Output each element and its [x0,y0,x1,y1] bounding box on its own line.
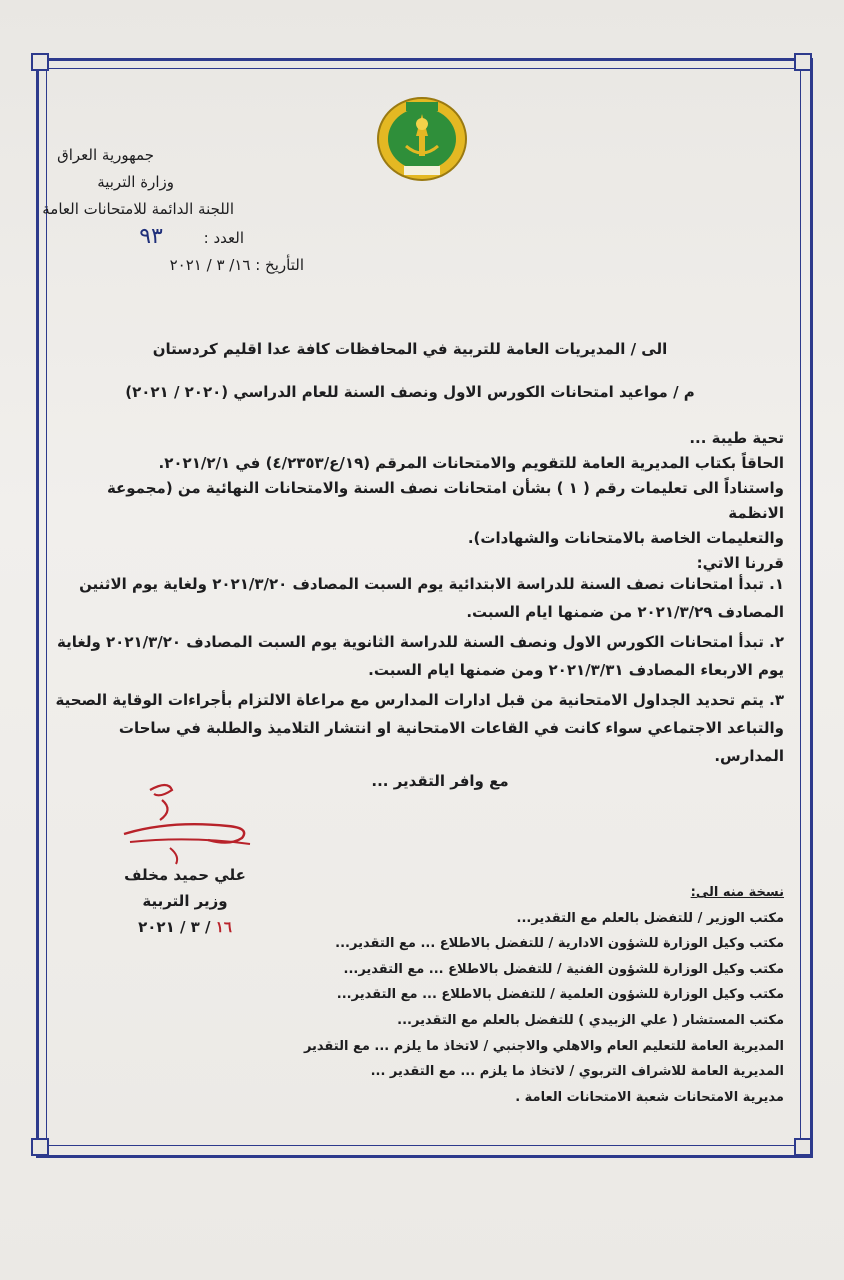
signature-date [110,914,260,940]
committee-name: اللجنة الدائمة للامتحانات العامة [42,200,234,218]
copy-line: مكتب وكيل الوزارة للشؤون الادارية / للتفضل بالاطلاع ... مع التقدير... [335,936,784,952]
subject-line: م / مواعيد امتحانات الكورس الاول ونصف السنة للعام الدراسي (٢٠٢٠ / ٢٠٢١) [125,383,695,401]
number-value: ٩٣ [139,224,163,249]
copy-line: مديرية الامتحانات شعبة الامتحانات العامة . [515,1089,784,1105]
ministry-header [34,142,304,279]
border-corner [794,53,812,71]
copy-line: المديرية العامة للاشراف التربوي / لاتخاذ ما يلزم ... مع التقدير ... [370,1064,784,1080]
copies-title: نسخة منه الى: [690,885,784,900]
signature-date-day: ١٦ [215,918,232,936]
ministry-name: وزارة التربية [97,173,174,191]
date-label: التأريخ : [255,256,304,274]
country-name: جمهورية العراق [57,146,154,164]
signatory-block [110,862,260,940]
document-number [34,223,304,252]
border-corner [794,1138,812,1156]
document-date [34,252,304,279]
closing-line: مع وافر التقدير ... [371,772,509,790]
greeting: تحية طيبة ... [689,429,784,447]
body-line: واستناداً الى تعليمات رقم ( ١ ) بشأن امتحانات نصف السنة والامتحانات النهائية من (مجموعة الانظمة [106,479,784,522]
decision-item: ٢. تبدأ امتحانات الكورس الاول ونصف السنة للدراسة الثانوية يوم السبت المصادف ٢٠٢١/٣/٢٠ ولغاية يوم الاربعاء المصادف ٢٠٢١/٣/٣١ ومن ضمنها ايام السبت. [57,633,784,679]
body-line: الحاقاً بكتاب المديرية العامة للتقويم والامتحانات المرقم (١٩/ع/٤/٢٣٥٣) في ٢٠٢١/٢/١. [158,454,784,472]
copy-line: مكتب وكيل الوزارة للشؤون العلمية / للتفضل بالاطلاع ... مع التقدير... [336,987,784,1003]
number-label: العدد : [203,229,244,247]
date-value: ١٦/ ٣ / ٢٠٢١ [169,256,251,274]
signature-date-rest: / ٣ / ٢٠٢١ [138,918,211,936]
signatory-name: علي حميد مخلف [124,866,246,884]
decision-list [54,570,784,772]
copy-line: المديرية العامة للتعليم العام والاهلي والاجنبي / لاتخاذ ما يلزم ... مع التقدير [303,1038,784,1054]
decision-item: ١. تبدأ امتحانات نصف السنة للدراسة الابتدائية يوم السبت المصادف ٢٠٢١/٣/٢٠ ولغاية يوم الاثنين المصادف ٢٠٢١/٣/٢٩ من ضمنها ايام السبت. [79,575,784,621]
border-corner [31,1138,49,1156]
signatory-title: وزير التربية [142,892,228,910]
body-line: قررنا الاتي: [696,554,784,572]
copies-list [264,880,784,1110]
border-corner [31,53,49,71]
body-line: والتعليمات الخاصة بالامتحانات والشهادات). [467,529,784,547]
ministry-emblem-icon [376,96,468,182]
decision-item: ٣. يتم تحديد الجداول الامتحانية من قبل ادارات المدارس مع مراعاة الالتزام بأجراءات الوقاية الصحية والتباعد الاجتماعي سواء كانت في القاعات الامتحانية او انتشار التلاميذ والطلبة في ساحات المدارس. [55,691,784,765]
letter-body [64,426,784,576]
addressee: الى / المديريات العامة للتربية في المحافظات كافة عدا اقليم كردستان [152,340,668,358]
handwritten-signature [110,776,270,872]
copy-line: مكتب وكيل الوزارة للشؤون الفنية / للتفضل بالاطلاع ... مع التقدير... [343,961,784,977]
copy-line: مكتب الوزير / للتفضل بالعلم مع التقدير... [516,910,784,926]
copy-line: مكتب المستشار ( علي الزبيدي ) للتفضل بالعلم مع التقدير... [397,1012,784,1028]
